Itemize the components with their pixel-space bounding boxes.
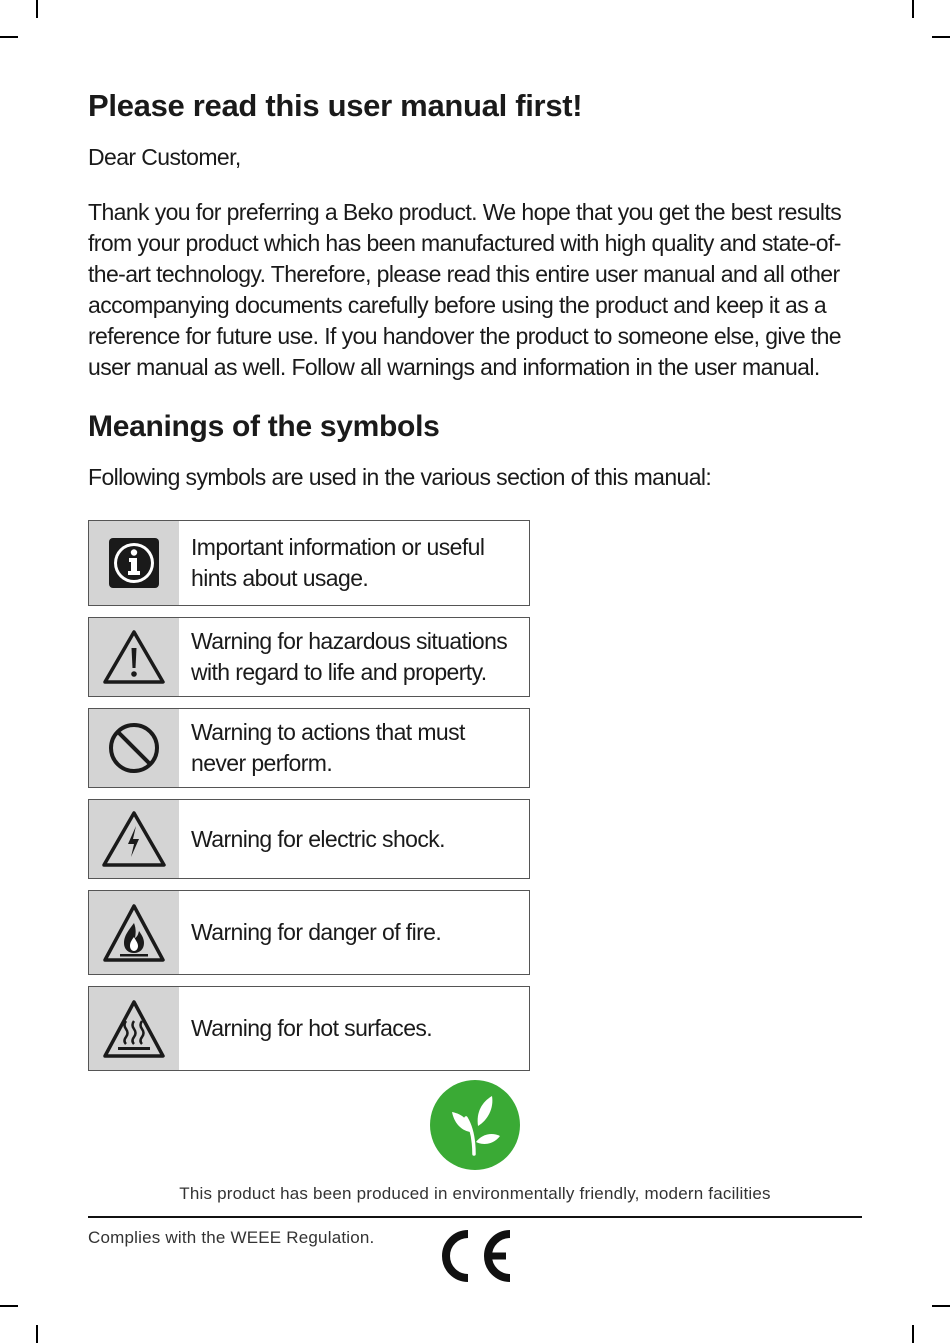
hot-surface-icon <box>102 999 166 1059</box>
fire-icon <box>102 903 166 963</box>
symbol-row-info <box>88 520 530 606</box>
weee-statement: Complies with the WEEE Regulation. <box>88 1228 375 1247</box>
warning-icon <box>102 629 166 685</box>
symbol-description: Warning to actions that must never perform. <box>191 719 465 776</box>
page-title: Please read this user manual first! <box>88 88 583 123</box>
crop-mark <box>0 36 18 38</box>
symbol-cell <box>89 800 179 878</box>
symbol-row-prohibition <box>88 708 530 788</box>
symbol-cell <box>89 521 179 605</box>
symbol-cell <box>89 987 179 1070</box>
info-icon <box>108 537 160 589</box>
crop-mark <box>932 36 950 38</box>
crop-mark <box>0 1305 18 1307</box>
crop-mark <box>36 0 38 18</box>
symbols-lead-text: Following symbols are used in the various section of this manual: <box>88 464 712 490</box>
symbol-description: Warning for danger of fire. <box>191 919 442 945</box>
electric-shock-icon <box>101 810 167 868</box>
crop-mark <box>912 1325 914 1343</box>
leaf-icon <box>430 1080 520 1170</box>
greeting-text: Dear Customer, <box>88 144 241 170</box>
symbol-cell <box>89 891 179 974</box>
symbol-description: Warning for hazardous situations with regard to life and property. <box>191 628 508 685</box>
symbol-cell <box>89 618 179 696</box>
crop-mark <box>932 1305 950 1307</box>
symbol-row-hot-surface <box>88 986 530 1071</box>
symbol-description: Important information or useful hints about usage. <box>191 534 485 591</box>
symbol-row-electric-shock <box>88 799 530 879</box>
prohibition-icon <box>107 721 161 775</box>
crop-mark <box>36 1325 38 1343</box>
symbol-description: Warning for hot surfaces. <box>191 1015 433 1041</box>
symbols-heading: Meanings of the symbols <box>88 410 440 443</box>
symbol-row-fire <box>88 890 530 975</box>
crop-mark <box>912 0 914 18</box>
ce-mark-icon <box>434 1228 516 1284</box>
symbol-row-warning <box>88 617 530 697</box>
footer-divider <box>88 1216 862 1218</box>
symbol-description: Warning for electric shock. <box>191 825 445 852</box>
symbol-cell <box>89 709 179 787</box>
intro-paragraph: Thank you for preferring a Beko product. We hope that you get the best results from your product which has been manufactured with high quality and state-of-the-art technology. Therefore, please read this entire user manual and all other accompanying documents carefully before using the product and keep it as a reference for future use. If you handover the product to someone else, give the user manual as well. Follow all warnings and information in the user manual. <box>88 199 842 380</box>
eco-statement: This product has been produced in environmentally friendly, modern facilities <box>179 1184 771 1203</box>
